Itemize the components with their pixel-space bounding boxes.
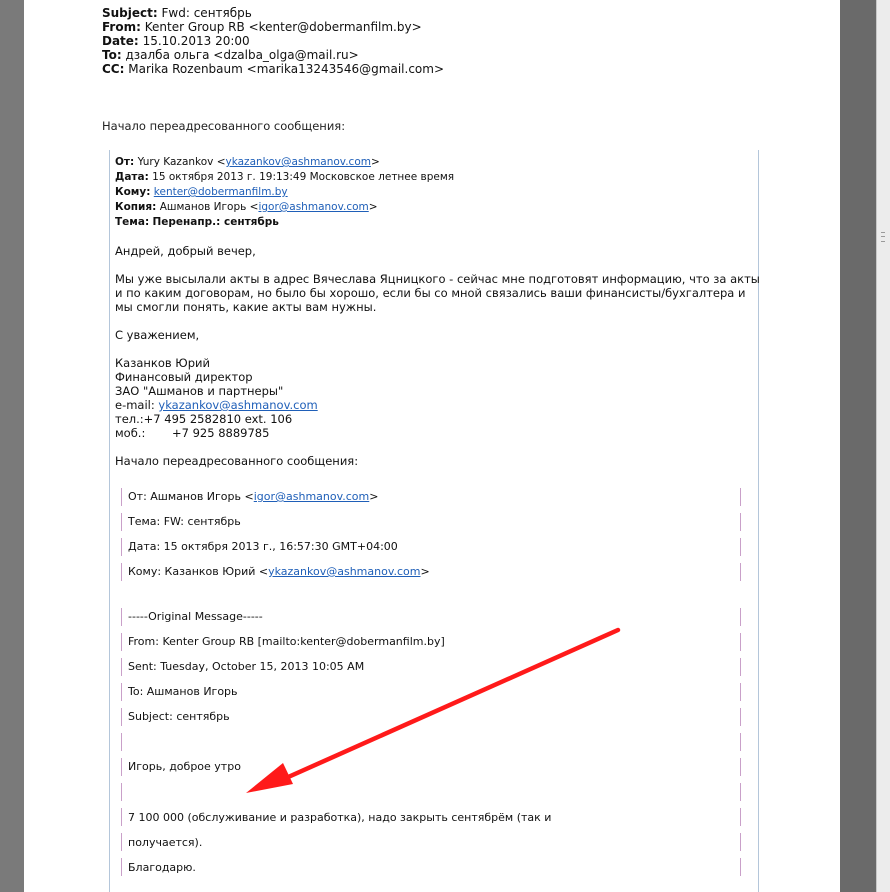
signature-name: Казанков Юрий bbox=[115, 356, 210, 370]
header-to: To: дзалба ольга <dzalba_olga@mail.ru> bbox=[102, 48, 359, 62]
original-thanks: Благодарю. bbox=[128, 861, 196, 874]
document-page bbox=[24, 0, 840, 892]
original-body-line: получается). bbox=[128, 836, 203, 849]
body-forward-intro: Начало переадресованного сообщения: bbox=[115, 454, 359, 468]
forwarded-to-email-link[interactable]: ykazankov@ashmanov.com bbox=[268, 565, 421, 578]
quoted-cc-email-link[interactable]: igor@ashmanov.com bbox=[258, 201, 369, 213]
original-subject: Subject: сентябрь bbox=[128, 710, 230, 723]
signature-title: Финансовый директор bbox=[115, 370, 253, 384]
signature-mobile: моб.: +7 925 8889785 bbox=[115, 426, 270, 440]
quoted-to-email-link[interactable]: kenter@dobermanfilm.by bbox=[153, 186, 288, 198]
forwarded-date: Дата: 15 октября 2013 г., 16:57:30 GMT+04:00 bbox=[128, 540, 398, 553]
original-body-line: 7 100 000 (обслуживание и разработка), надо закрыть сентябрём (так и bbox=[128, 811, 552, 824]
body-regards: С уважением, bbox=[115, 328, 200, 342]
arrow-head-icon bbox=[246, 763, 293, 793]
header-cc: CC: Marika Rozenbaum <marika13243546@gmail.com> bbox=[102, 62, 444, 76]
viewer-background-left bbox=[0, 0, 24, 892]
arrow-shaft bbox=[286, 630, 618, 778]
scrollbar-grip-icon[interactable] bbox=[881, 232, 885, 242]
original-from: From: Kenter Group RB [mailto:kenter@dobermanfilm.by] bbox=[128, 635, 445, 648]
header-from: From: Kenter Group RB <kenter@dobermanfilm.by> bbox=[102, 20, 422, 34]
forward-intro: Начало переадресованного сообщения: bbox=[102, 119, 346, 133]
vertical-scrollbar[interactable] bbox=[876, 0, 890, 892]
viewer-background-right bbox=[840, 0, 876, 892]
quoted-to: Кому: kenter@dobermanfilm.by bbox=[115, 186, 288, 198]
body-paragraph-line: Мы уже высылали акты в адрес Вячеслава Яцницкого - сейчас мне подготовят информацию, что за акты bbox=[115, 272, 760, 286]
forwarded-from: От: Ашманов Игорь <igor@ashmanov.com> bbox=[128, 490, 379, 503]
header-date: Date: 15.10.2013 20:00 bbox=[102, 34, 250, 48]
original-sent: Sent: Tuesday, October 15, 2013 10:05 AM bbox=[128, 660, 365, 673]
original-greeting: Игорь, доброе утро bbox=[128, 760, 241, 773]
body-paragraph-line: мы смогли понять, какие акты вам нужны. bbox=[115, 300, 377, 314]
red-arrow-annotation bbox=[24, 0, 840, 892]
body-greeting: Андрей, добрый вечер, bbox=[115, 244, 256, 258]
original-to: To: Ашманов Игорь bbox=[128, 685, 238, 698]
quoted-cc: Копия: Ашманов Игорь <igor@ashmanov.com> bbox=[115, 201, 378, 213]
signature-email-link[interactable]: ykazankov@ashmanov.com bbox=[158, 398, 318, 412]
forwarded-to: Кому: Казанков Юрий <ykazankov@ashmanov.com> bbox=[128, 565, 430, 578]
signature-phone: тел.:+7 495 2582810 ext. 106 bbox=[115, 412, 293, 426]
original-message-separator: -----Original Message----- bbox=[128, 610, 263, 623]
header-subject: Subject: Fwd: сентябрь bbox=[102, 6, 252, 20]
forwarded-subject: Тема: FW: сентябрь bbox=[128, 515, 241, 528]
signature-email: e-mail: ykazankov@ashmanov.com bbox=[115, 398, 318, 412]
body-paragraph-line: и по каким договорам, но было бы хорошо, если бы со мной связались ваши финансисты/бухгалтера и bbox=[115, 286, 746, 300]
quoted-subject: Тема: Перенапр.: сентябрь bbox=[115, 216, 279, 228]
signature-company: ЗАО "Ашманов и партнеры" bbox=[115, 384, 284, 398]
quoted-date: Дата: 15 октября 2013 г. 19:13:49 Московское летнее время bbox=[115, 171, 455, 183]
forwarded-from-email-link[interactable]: igor@ashmanov.com bbox=[253, 490, 370, 503]
quoted-from: От: Yury Kazankov <ykazankov@ashmanov.com> bbox=[115, 156, 380, 168]
quoted-from-email-link[interactable]: ykazankov@ashmanov.com bbox=[225, 156, 371, 168]
